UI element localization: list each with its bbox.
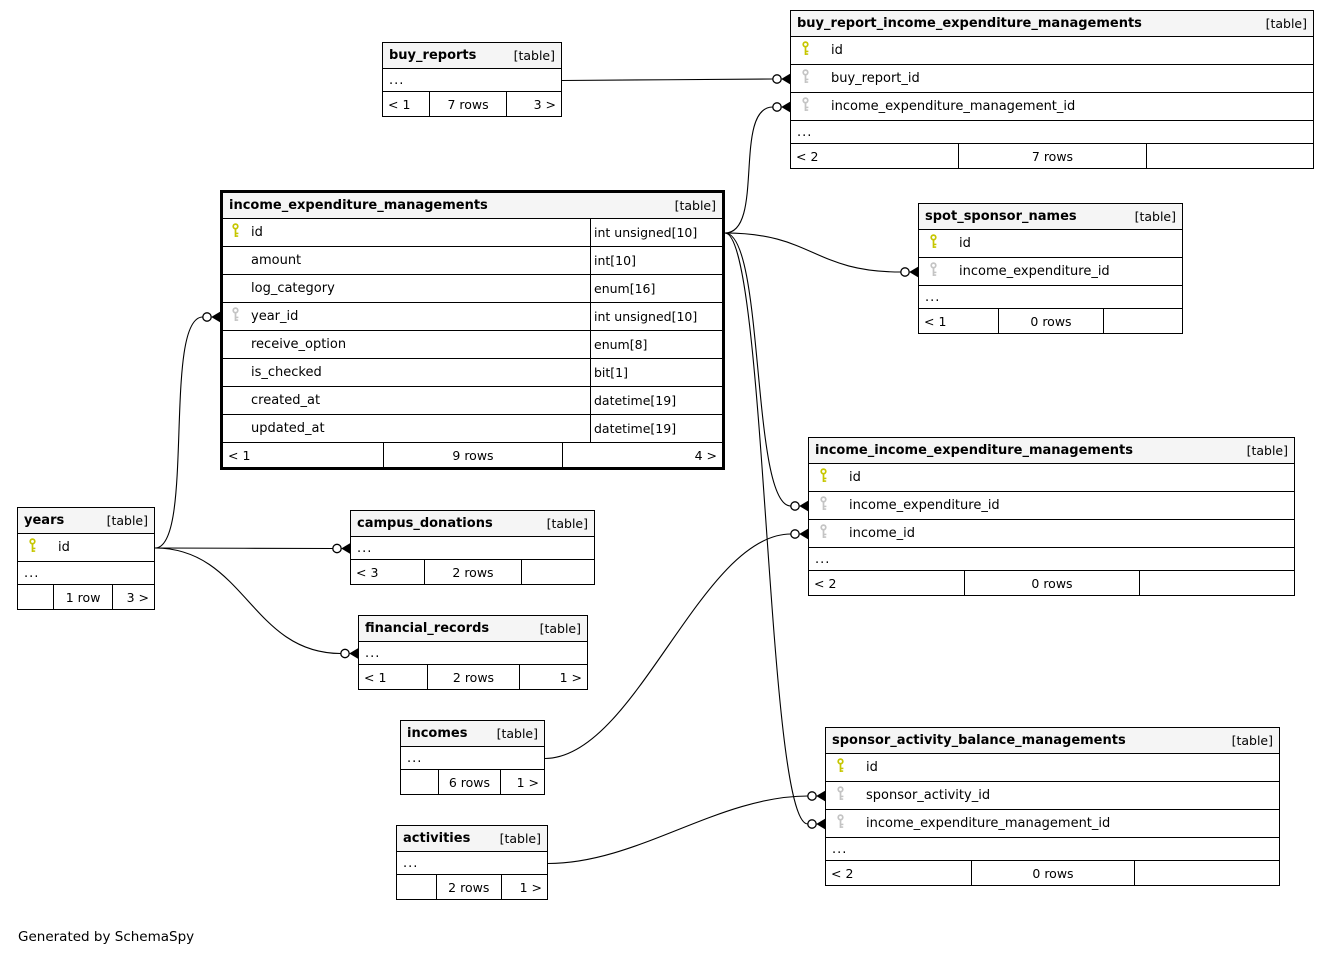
column-row [809,464,1294,492]
column-type: int unsigned[10] [590,219,722,246]
fk-arrowhead [909,267,918,277]
related-left-count [397,875,436,899]
more-columns-ellipsis: ... [351,537,594,560]
zero-or-more-circle [203,313,211,321]
related-left-count: < 1 [228,447,251,463]
table-name: years [24,513,65,528]
table-type-tag: [table] [496,726,538,741]
column-name: log_category [251,281,335,296]
more-columns-ellipsis: ... [809,548,1294,571]
column-row [223,275,722,303]
column-name: id [58,540,70,555]
table-title-bar [351,511,594,537]
table-footer [397,875,547,899]
rows-count: 2 rows [424,560,521,584]
related-left-count: < 1 [388,96,411,112]
key-slot [826,786,866,805]
related-right-count [1134,861,1279,885]
table-type-tag: [table] [546,516,588,531]
column-row [223,331,722,359]
table-title-bar [397,826,547,852]
related-right-count [1139,571,1294,595]
column-row [826,754,1279,782]
related-right-count [521,560,594,584]
column-name: income_expenditure_id [959,264,1110,279]
relationship-connector [562,74,790,84]
zero-or-more-circle [773,75,781,83]
table-footer [351,560,594,584]
fk-arrowhead [816,819,825,829]
table-title-bar [919,204,1182,230]
rows-count: 0 rows [971,861,1134,885]
rows-count: 6 rows [438,770,499,794]
foreign-key-icon [800,97,811,116]
key-slot [826,814,866,833]
key-slot [826,758,866,777]
column-row [919,230,1182,258]
more-columns-ellipsis: ... [18,562,154,585]
table-footer [809,571,1294,595]
generated-by-note: Generated by SchemaSpy [18,929,195,945]
column-name: id [959,236,971,251]
column-type: enum[8] [590,331,722,358]
table-name: spot_sponsor_names [925,209,1077,224]
column-row [223,387,722,415]
column-row [18,534,154,562]
related-right-count [1103,309,1182,333]
table-node-sponsor_activity_balance_managements[interactable] [825,727,1280,886]
column-row [223,415,722,443]
table-footer [223,443,722,467]
column-row [791,65,1313,93]
column-name: id [849,470,861,485]
table-name: financial_records [365,621,490,636]
foreign-key-icon [800,69,811,88]
column-row [223,219,722,247]
related-right-count: 1 > [500,770,544,794]
zero-or-more-circle [791,530,799,538]
key-slot [791,41,831,60]
rows-count: 9 rows [383,443,563,467]
table-node-income_income_expenditure_managements[interactable] [808,437,1295,596]
foreign-key-icon [230,307,241,326]
column-name: income_expenditure_management_id [831,99,1076,114]
table-node-financial_records[interactable] [358,615,588,690]
column-row [826,782,1279,810]
table-node-activities[interactable] [396,825,548,900]
table-node-income_expenditure_managements[interactable] [220,190,725,470]
rows-count: 0 rows [998,309,1103,333]
column-name: is_checked [251,365,322,380]
fk-arrowhead [781,102,790,112]
related-left-count [401,770,438,794]
primary-key-icon [835,758,846,777]
table-node-incomes[interactable] [400,720,545,795]
key-slot [791,97,831,116]
related-right-count: 3 > [112,585,154,609]
table-type-tag: [table] [1246,443,1288,458]
column-name: buy_report_id [831,71,920,86]
relationship-connector [155,312,220,548]
table-node-buy_report_income_expenditure_managements[interactable] [790,10,1314,169]
table-footer [791,144,1313,168]
column-name: sponsor_activity_id [866,788,991,803]
related-left-count: < 3 [356,564,379,580]
zero-or-more-circle [341,649,349,657]
column-name: amount [251,253,302,268]
table-node-buy_reports[interactable] [382,42,562,117]
foreign-key-icon [818,496,829,515]
rows-count: 2 rows [436,875,501,899]
table-type-tag: [table] [513,48,555,63]
table-footer [919,309,1182,333]
table-name: income_expenditure_managements [229,198,488,213]
foreign-key-icon [818,524,829,543]
zero-or-more-circle [808,820,816,828]
column-name: id [831,43,843,58]
foreign-key-icon [835,814,846,833]
related-left-count: < 2 [831,865,854,881]
column-row [223,247,722,275]
rows-count: 1 row [53,585,111,609]
fk-arrowhead [341,543,350,553]
column-type: datetime[19] [590,387,722,414]
column-name: receive_option [251,337,347,352]
table-footer [401,770,544,794]
column-name: updated_at [251,421,325,436]
column-type: int unsigned[10] [590,303,722,330]
foreign-key-icon [928,262,939,281]
key-slot [809,468,849,487]
column-name: income_expenditure_management_id [866,816,1111,831]
table-title-bar [791,11,1313,37]
more-columns-ellipsis: ... [791,121,1313,144]
key-slot [791,69,831,88]
table-title-bar [383,43,561,69]
table-title-bar [18,508,154,534]
column-name: id [251,225,263,240]
more-columns-ellipsis: ... [401,747,544,770]
related-right-count: 1 > [501,875,548,899]
table-type-tag: [table] [106,513,148,528]
column-row [223,303,722,331]
fk-arrowhead [349,648,358,658]
key-slot [919,262,959,281]
fk-arrowhead [799,501,808,511]
more-columns-ellipsis: ... [359,642,587,665]
table-type-tag: [table] [499,831,541,846]
fk-arrowhead [781,74,790,84]
more-columns-ellipsis: ... [383,69,561,92]
key-slot [223,223,251,242]
table-name: campus_donations [357,516,493,531]
related-right-count: 1 > [519,665,587,689]
table-title-bar [809,438,1294,464]
column-row [826,810,1279,838]
table-name: activities [403,831,471,846]
table-title-bar [223,193,722,219]
table-name: income_income_expenditure_managements [815,443,1133,458]
key-slot [223,307,251,326]
key-slot [919,234,959,253]
table-footer [359,665,587,689]
related-left-count [18,585,53,609]
table-title-bar [401,721,544,747]
foreign-key-icon [835,786,846,805]
related-left-count: < 2 [814,575,837,591]
related-left-count: < 1 [924,313,947,329]
table-node-campus_donations[interactable] [350,510,595,585]
related-left-count: < 1 [364,669,387,685]
table-name: buy_reports [389,48,477,63]
table-title-bar [826,728,1279,754]
fk-arrowhead [816,791,825,801]
table-node-spot_sponsor_names[interactable] [918,203,1183,334]
column-row [223,359,722,387]
zero-or-more-circle [333,544,341,552]
table-name: buy_report_income_expenditure_managements [797,16,1142,31]
table-name: incomes [407,726,468,741]
primary-key-icon [818,468,829,487]
zero-or-more-circle [901,268,909,276]
table-name: sponsor_activity_balance_managements [832,733,1126,748]
relationship-connector [725,233,808,511]
column-type: bit[1] [590,359,722,386]
key-slot [809,496,849,515]
related-right-count: 4 > [562,443,722,467]
column-row [919,258,1182,286]
rows-count: 7 rows [958,144,1146,168]
table-footer [18,585,154,609]
relationship-connector [155,548,358,659]
column-type: datetime[19] [590,415,722,442]
related-right-count [1146,144,1313,168]
column-row [791,37,1313,65]
rows-count: 0 rows [964,571,1139,595]
relationship-connector [725,233,918,277]
rows-count: 7 rows [429,92,506,116]
relationship-connector [548,791,825,864]
related-left-count: < 2 [796,148,819,164]
table-footer [826,861,1279,885]
column-row [791,93,1313,121]
table-type-tag: [table] [674,198,716,213]
table-type-tag: [table] [1265,16,1307,31]
table-type-tag: [table] [1231,733,1273,748]
table-type-tag: [table] [1134,209,1176,224]
more-columns-ellipsis: ... [397,852,547,875]
column-name: id [866,760,878,775]
relationship-connector [725,102,790,233]
primary-key-icon [928,234,939,253]
key-slot [809,524,849,543]
more-columns-ellipsis: ... [826,838,1279,861]
zero-or-more-circle [808,792,816,800]
rows-count: 2 rows [427,665,518,689]
zero-or-more-circle [773,103,781,111]
fk-arrowhead [799,529,808,539]
column-name: income_expenditure_id [849,498,1000,513]
fk-arrowhead [211,312,220,322]
column-row [809,520,1294,548]
column-type: int[10] [590,247,722,274]
column-row [809,492,1294,520]
column-name: income_id [849,526,915,541]
table-node-years[interactable] [17,507,155,610]
primary-key-icon [230,223,241,242]
related-right-count: 3 > [506,92,561,116]
table-type-tag: [table] [539,621,581,636]
primary-key-icon [800,41,811,60]
table-footer [383,92,561,116]
primary-key-icon [27,538,38,557]
zero-or-more-circle [791,502,799,510]
table-title-bar [359,616,587,642]
column-name: created_at [251,393,321,408]
more-columns-ellipsis: ... [919,286,1182,309]
key-slot [18,538,58,557]
column-name: year_id [251,309,299,324]
column-type: enum[16] [590,275,722,302]
